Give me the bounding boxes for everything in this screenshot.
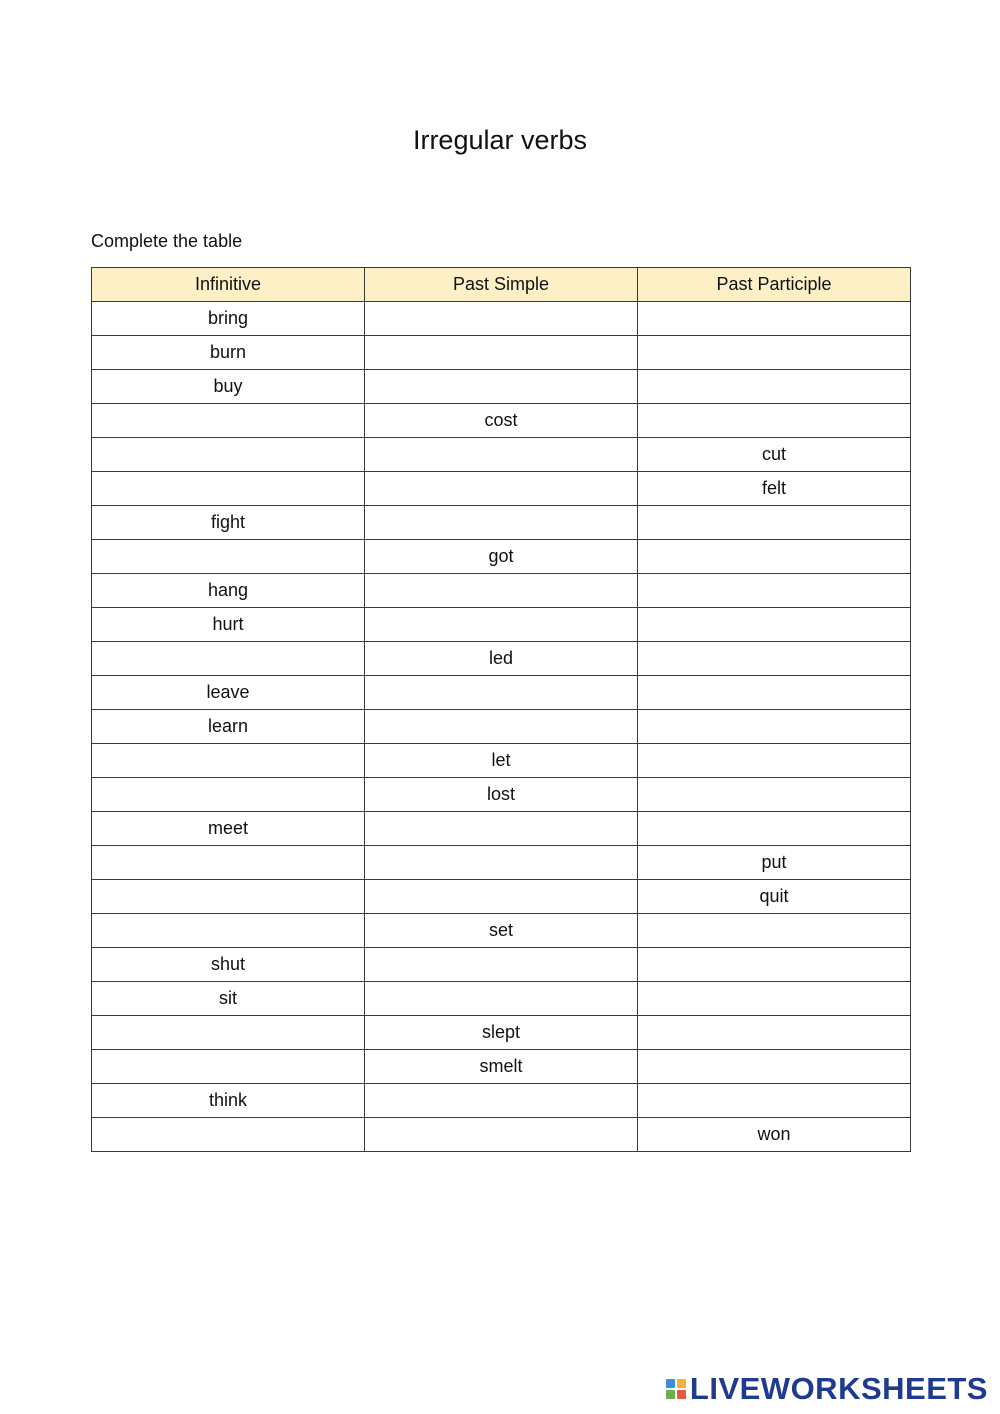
table-row bbox=[92, 404, 911, 438]
infinitive-cell: hang bbox=[92, 574, 365, 608]
past-participle-cell: cut bbox=[638, 438, 911, 472]
table-row bbox=[92, 1084, 911, 1118]
past-participle-cell[interactable] bbox=[638, 1084, 911, 1118]
infinitive-cell: think bbox=[92, 1084, 365, 1118]
past-simple-cell: set bbox=[365, 914, 638, 948]
infinitive-cell: bring bbox=[92, 302, 365, 336]
infinitive-cell[interactable] bbox=[92, 438, 365, 472]
table-row bbox=[92, 1118, 911, 1152]
past-simple-cell[interactable] bbox=[365, 948, 638, 982]
infinitive-cell: leave bbox=[92, 676, 365, 710]
table-header-row bbox=[92, 268, 911, 302]
logo-square-2 bbox=[677, 1379, 686, 1388]
header-past-participle: Past Participle bbox=[638, 268, 911, 302]
infinitive-cell: buy bbox=[92, 370, 365, 404]
infinitive-cell[interactable] bbox=[92, 1016, 365, 1050]
table-row bbox=[92, 574, 911, 608]
verb-table bbox=[91, 267, 911, 1152]
infinitive-cell[interactable] bbox=[92, 642, 365, 676]
table-row bbox=[92, 982, 911, 1016]
logo-square-3 bbox=[666, 1390, 675, 1399]
past-participle-cell[interactable] bbox=[638, 574, 911, 608]
table-row bbox=[92, 438, 911, 472]
past-simple-cell: led bbox=[365, 642, 638, 676]
past-simple-cell[interactable] bbox=[365, 302, 638, 336]
table-row bbox=[92, 744, 911, 778]
past-participle-cell[interactable] bbox=[638, 812, 911, 846]
table-row bbox=[92, 608, 911, 642]
past-participle-cell[interactable] bbox=[638, 1050, 911, 1084]
past-participle-cell[interactable] bbox=[638, 302, 911, 336]
table-row bbox=[92, 472, 911, 506]
infinitive-cell: fight bbox=[92, 506, 365, 540]
past-simple-cell[interactable] bbox=[365, 574, 638, 608]
past-participle-cell[interactable] bbox=[638, 336, 911, 370]
infinitive-cell[interactable] bbox=[92, 846, 365, 880]
past-participle-cell: felt bbox=[638, 472, 911, 506]
infinitive-cell[interactable] bbox=[92, 472, 365, 506]
infinitive-cell[interactable] bbox=[92, 744, 365, 778]
infinitive-cell: burn bbox=[92, 336, 365, 370]
past-participle-cell[interactable] bbox=[638, 982, 911, 1016]
table-row bbox=[92, 676, 911, 710]
table-row bbox=[92, 302, 911, 336]
past-participle-cell[interactable] bbox=[638, 404, 911, 438]
instructions-text: Complete the table bbox=[91, 231, 243, 251]
infinitive-cell[interactable] bbox=[92, 404, 365, 438]
liveworksheets-logo-icon bbox=[666, 1379, 686, 1399]
table-row bbox=[92, 812, 911, 846]
header-past-simple: Past Simple bbox=[365, 268, 638, 302]
logo-text: LIVEWORKSHEETS bbox=[689, 1371, 988, 1406]
past-participle-cell[interactable] bbox=[638, 744, 911, 778]
past-simple-cell[interactable] bbox=[365, 472, 638, 506]
past-participle-cell[interactable] bbox=[638, 642, 911, 676]
past-simple-cell[interactable] bbox=[365, 880, 638, 914]
past-participle-cell[interactable] bbox=[638, 676, 911, 710]
table-row bbox=[92, 1016, 911, 1050]
past-participle-cell[interactable] bbox=[638, 506, 911, 540]
past-simple-cell[interactable] bbox=[365, 336, 638, 370]
past-simple-cell[interactable] bbox=[365, 846, 638, 880]
table-row bbox=[92, 846, 911, 880]
past-simple-cell: lost bbox=[365, 778, 638, 812]
logo-square-4 bbox=[677, 1390, 686, 1399]
past-participle-cell[interactable] bbox=[638, 778, 911, 812]
logo-square-1 bbox=[666, 1379, 675, 1388]
table-row bbox=[92, 948, 911, 982]
infinitive-cell: hurt bbox=[92, 608, 365, 642]
past-simple-cell[interactable] bbox=[365, 438, 638, 472]
infinitive-cell[interactable] bbox=[92, 880, 365, 914]
page-title: Irregular verbs bbox=[412, 125, 588, 155]
infinitive-cell[interactable] bbox=[92, 778, 365, 812]
past-participle-cell: won bbox=[638, 1118, 911, 1152]
table-row bbox=[92, 1050, 911, 1084]
table-row bbox=[92, 540, 911, 574]
past-participle-cell: put bbox=[638, 846, 911, 880]
header-infinitive: Infinitive bbox=[92, 268, 365, 302]
past-simple-cell[interactable] bbox=[365, 710, 638, 744]
table-row bbox=[92, 880, 911, 914]
past-participle-cell[interactable] bbox=[638, 914, 911, 948]
infinitive-cell[interactable] bbox=[92, 540, 365, 574]
table-row bbox=[92, 336, 911, 370]
past-simple-cell[interactable] bbox=[365, 982, 638, 1016]
past-participle-cell[interactable] bbox=[638, 540, 911, 574]
past-simple-cell[interactable] bbox=[365, 1084, 638, 1118]
past-simple-cell[interactable] bbox=[365, 812, 638, 846]
infinitive-cell[interactable] bbox=[92, 1050, 365, 1084]
table-row bbox=[92, 506, 911, 540]
infinitive-cell: sit bbox=[92, 982, 365, 1016]
infinitive-cell: shut bbox=[92, 948, 365, 982]
table-row bbox=[92, 370, 911, 404]
past-participle-cell[interactable] bbox=[638, 710, 911, 744]
infinitive-cell: learn bbox=[92, 710, 365, 744]
past-participle-cell[interactable] bbox=[638, 948, 911, 982]
infinitive-cell: meet bbox=[92, 812, 365, 846]
liveworksheets-logo bbox=[666, 1372, 988, 1406]
verb-table-body bbox=[92, 302, 911, 1152]
past-simple-cell[interactable] bbox=[365, 1118, 638, 1152]
past-simple-cell: got bbox=[365, 540, 638, 574]
infinitive-cell[interactable] bbox=[92, 914, 365, 948]
past-simple-cell: smelt bbox=[365, 1050, 638, 1084]
past-simple-cell[interactable] bbox=[365, 370, 638, 404]
past-simple-cell[interactable] bbox=[365, 608, 638, 642]
past-participle-cell[interactable] bbox=[638, 1016, 911, 1050]
past-simple-cell: cost bbox=[365, 404, 638, 438]
past-simple-cell: let bbox=[365, 744, 638, 778]
table-row bbox=[92, 778, 911, 812]
infinitive-cell[interactable] bbox=[92, 1118, 365, 1152]
past-simple-cell: slept bbox=[365, 1016, 638, 1050]
past-simple-cell[interactable] bbox=[365, 676, 638, 710]
past-participle-cell[interactable] bbox=[638, 608, 911, 642]
table-row bbox=[92, 914, 911, 948]
table-row bbox=[92, 710, 911, 744]
table-row bbox=[92, 642, 911, 676]
past-simple-cell[interactable] bbox=[365, 506, 638, 540]
past-participle-cell: quit bbox=[638, 880, 911, 914]
past-participle-cell[interactable] bbox=[638, 370, 911, 404]
